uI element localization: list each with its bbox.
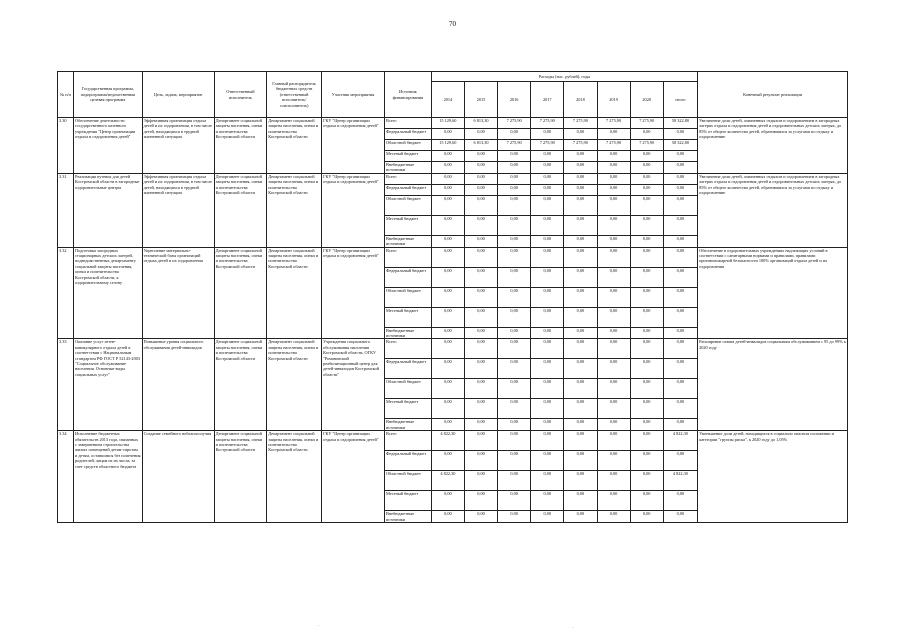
funding-value: 0,00 <box>597 339 630 359</box>
funding-value: 0,00 <box>498 267 531 287</box>
funding-value: 0,00 <box>630 511 663 523</box>
funding-value: 0,00 <box>564 195 597 215</box>
result-text: Увеличение доли детей, охваченных отдыхом и оздоровлением в загородных лагерях отдыха и оздоровления детей и оздоровительных детских лагерях, до 85% от общего количества детей, обратившихся за услугами по отдыху и оздоровлению <box>698 118 848 174</box>
funding-value: 0,00 <box>597 379 630 399</box>
funding-value: 0,00 <box>630 267 663 287</box>
funding-value: 0,00 <box>498 511 531 523</box>
funding-source: Всего <box>384 173 431 184</box>
header-result: Конечный результат реализации <box>698 72 848 118</box>
funding-value: 0,00 <box>464 359 497 379</box>
header-year: итого <box>663 82 697 118</box>
funding-value: 0,00 <box>431 173 464 184</box>
funding-value: 0,00 <box>663 162 697 174</box>
participant-text: ГКУ "Центр организации отдыха и оздоровления детей" <box>322 247 385 339</box>
funding-value: 0,00 <box>498 162 531 174</box>
funding-value: 0,00 <box>597 267 630 287</box>
funding-source: Местный бюджет <box>384 151 431 162</box>
table-row <box>58 339 848 359</box>
funding-value: 0,00 <box>663 419 697 431</box>
funding-value: 0,00 <box>630 184 663 195</box>
row-number: 3.34 <box>58 431 74 523</box>
funding-value: 0,00 <box>663 184 697 195</box>
header-num: № п/п <box>58 72 74 118</box>
budget-table <box>57 71 848 523</box>
funding-value: 0,00 <box>464 419 497 431</box>
funding-value: 0,00 <box>431 379 464 399</box>
funding-value: 4 822,30 <box>431 471 464 491</box>
header-year: 2018 <box>564 82 597 118</box>
funding-value: 0,00 <box>498 307 531 327</box>
funding-value: 0,00 <box>630 419 663 431</box>
funding-value: 0,00 <box>597 399 630 419</box>
funding-value: 0,00 <box>630 327 663 339</box>
funding-value: 0,00 <box>498 379 531 399</box>
funding-value: 0,00 <box>464 195 497 215</box>
funding-value: 0,00 <box>564 419 597 431</box>
funding-source: Местный бюджет <box>384 399 431 419</box>
funding-value: 0,00 <box>464 399 497 419</box>
funding-value: 0,00 <box>663 307 697 327</box>
funding-value: 0,00 <box>431 267 464 287</box>
funding-value: 0,00 <box>498 471 531 491</box>
funding-value: 7 275,90 <box>498 140 531 151</box>
header-year: 2019 <box>597 82 630 118</box>
funding-value: 0,00 <box>531 399 564 419</box>
funding-value: 0,00 <box>564 327 597 339</box>
funding-value: 0,00 <box>564 451 597 471</box>
row-number: 3.33 <box>58 339 74 431</box>
funding-value: 0,00 <box>531 327 564 339</box>
table-row <box>58 118 848 129</box>
goal-text: Создание семейного неблагополучия <box>142 431 214 523</box>
funding-value: 0,00 <box>630 151 663 162</box>
funding-value: 0,00 <box>464 339 497 359</box>
funding-value: 0,00 <box>663 173 697 184</box>
funding-value: 0,00 <box>564 359 597 379</box>
funding-value: 0,00 <box>464 491 497 511</box>
funding-value: 0,00 <box>630 129 663 140</box>
executor-text: Департамент социальной защиты населения, опеки и попечительства Костромской области <box>214 431 267 523</box>
funding-value: 0,00 <box>564 162 597 174</box>
manager-text: Департамент социальной защиты населения, опеки и попечительства Костромской области <box>267 118 322 174</box>
funding-value: 4 822,30 <box>431 431 464 451</box>
funding-value: 0,00 <box>630 471 663 491</box>
funding-value: 7 275,90 <box>630 140 663 151</box>
funding-value: 0,00 <box>498 129 531 140</box>
funding-value: 4 822,30 <box>663 471 697 491</box>
row-number: 3.31 <box>58 173 74 247</box>
funding-value: 0,00 <box>531 235 564 247</box>
funding-value: 0,00 <box>498 399 531 419</box>
funding-value: 0,00 <box>564 431 597 451</box>
funding-value: 0,00 <box>531 151 564 162</box>
funding-value: 0,00 <box>498 173 531 184</box>
funding-source: Областной бюджет <box>384 287 431 307</box>
program-name: Реализация путевок для детей Костромской области в загородные оздоровительные центры <box>74 173 143 247</box>
funding-value: 0,00 <box>431 327 464 339</box>
funding-value: 0,00 <box>663 339 697 359</box>
funding-source: Внебюджетные источники <box>384 511 431 523</box>
funding-value: 0,00 <box>431 339 464 359</box>
funding-source: Всего <box>384 118 431 129</box>
funding-value: 0,00 <box>431 247 464 267</box>
funding-value: 0,00 <box>431 451 464 471</box>
funding-value: 0,00 <box>663 451 697 471</box>
goal-text: Повышение уровня социального обслуживания детей-инвалидов <box>142 339 214 431</box>
funding-value: 0,00 <box>464 151 497 162</box>
funding-value: 6 813,30 <box>464 118 497 129</box>
funding-value: 0,00 <box>663 235 697 247</box>
funding-value: 0,00 <box>597 491 630 511</box>
funding-value: 7 275,90 <box>531 118 564 129</box>
funding-value: 0,00 <box>663 267 697 287</box>
table-row <box>58 173 848 184</box>
header-program: Государственная программа, подпрограмма/ведомственная целевая программа <box>74 72 143 118</box>
funding-value: 0,00 <box>498 195 531 215</box>
funding-value: 0,00 <box>431 235 464 247</box>
funding-value: 0,00 <box>564 339 597 359</box>
funding-value: 0,00 <box>597 287 630 307</box>
manager-text: Департамент социальной защиты населения, опеки и попечительства Костромской области <box>267 339 322 431</box>
funding-value: 0,00 <box>498 247 531 267</box>
funding-source: Всего <box>384 431 431 451</box>
funding-value: 6 813,30 <box>464 140 497 151</box>
funding-value: 0,00 <box>464 511 497 523</box>
funding-value: 0,00 <box>663 129 697 140</box>
header-year: 2014 <box>431 82 464 118</box>
funding-value: 0,00 <box>431 215 464 235</box>
funding-value: 15 129,60 <box>431 140 464 151</box>
funding-value: 0,00 <box>431 359 464 379</box>
goal-text: Укрепление материально-технической базы организаций отдыха детей и их оздоровления <box>142 247 214 339</box>
funding-value: 0,00 <box>531 379 564 399</box>
header-manager: Главный распорядитель бюджетных средств (ответственный исполнитель/соисполнитель) <box>267 72 322 118</box>
funding-value: 0,00 <box>464 451 497 471</box>
table-row <box>58 431 848 451</box>
funding-value: 0,00 <box>564 471 597 491</box>
funding-source: Областной бюджет <box>384 195 431 215</box>
funding-value: 0,00 <box>564 151 597 162</box>
funding-value: 0,00 <box>464 247 497 267</box>
program-name: Исполнение бюджетных обязательств 2013 года, связанных с завершением строительства жилых помещений детям-сиротам и детям, оставшимся без попечения родителей, лицам из их числа, за счет средств областного бюджета <box>74 431 143 523</box>
header-year: 2017 <box>531 82 564 118</box>
funding-value: 0,00 <box>663 195 697 215</box>
result-text: Уменьшение доли детей, находящихся в социально опасном положении и категории "группы риска", к 2020 году до 1,05% <box>698 431 848 523</box>
funding-value: 0,00 <box>431 511 464 523</box>
funding-value: 0,00 <box>498 339 531 359</box>
participant-text: Учреждения социального обслуживания населения Костромской области, ОГКУ "Романовский реабилитационный центр для детей-инвалидов Костромской области" <box>322 339 385 431</box>
funding-value: 0,00 <box>531 431 564 451</box>
funding-value: 0,00 <box>464 173 497 184</box>
funding-value: 0,00 <box>630 215 663 235</box>
funding-source: Федеральный бюджет <box>384 451 431 471</box>
header-goal: Цель, задача, мероприятие <box>142 72 214 118</box>
funding-value: 0,00 <box>564 129 597 140</box>
page-number: 70 <box>449 20 456 28</box>
funding-source: Местный бюджет <box>384 307 431 327</box>
funding-value: 0,00 <box>597 451 630 471</box>
funding-source: Местный бюджет <box>384 215 431 235</box>
funding-value: 0,00 <box>531 129 564 140</box>
funding-value: 0,00 <box>464 307 497 327</box>
funding-value: 0,00 <box>564 235 597 247</box>
goal-text: Эффективная организация отдыха детей и их оздоровления, в том числе детей, находящихся в трудной жизненной ситуации <box>142 173 214 247</box>
funding-value: 0,00 <box>531 307 564 327</box>
funding-value: 0,00 <box>431 419 464 431</box>
scan-mark: · <box>572 626 574 631</box>
participant-text: ГКУ "Центр организации отдыха и оздоровления детей" <box>322 118 385 174</box>
funding-value: 0,00 <box>663 491 697 511</box>
funding-value: 0,00 <box>531 184 564 195</box>
funding-value: 0,00 <box>431 307 464 327</box>
funding-value: 0,00 <box>630 491 663 511</box>
manager-text: Департамент социальной защиты населения, опеки и попечительства Костромской области <box>267 247 322 339</box>
table-row <box>58 247 848 267</box>
funding-value: 0,00 <box>431 151 464 162</box>
funding-value: 0,00 <box>630 195 663 215</box>
funding-source: Федеральный бюджет <box>384 359 431 379</box>
funding-value: 0,00 <box>498 184 531 195</box>
funding-value: 0,00 <box>464 431 497 451</box>
result-text: Расширение охвата детей-инвалидов социальным обслуживанием с 95 до 99% к 2020 году <box>698 339 848 431</box>
funding-value: 0,00 <box>663 379 697 399</box>
funding-value: 7 275,90 <box>498 118 531 129</box>
funding-value: 0,00 <box>564 287 597 307</box>
header-year: 2016 <box>498 82 531 118</box>
funding-value: 0,00 <box>531 419 564 431</box>
funding-value: 0,00 <box>630 247 663 267</box>
header-source: Источник финансирования <box>384 72 431 118</box>
funding-value: 0,00 <box>431 399 464 419</box>
funding-value: 0,00 <box>531 173 564 184</box>
funding-value: 0,00 <box>663 327 697 339</box>
program-name: Обеспечение деятельности государственного казенного учреждения "Центр организации отдыха и оздоровления детей" <box>74 118 143 174</box>
program-name: Оказание услуг летне-каникулярного отдыха детей в соответствии с Национальным стандартом РФ ГОСТ Р 52143-2003 "Социальное обслуживание населения. Основные виды социальных услуг" <box>74 339 143 431</box>
participant-text: ГКУ "Центр организации отдыха и оздоровления детей" <box>322 431 385 523</box>
header-executor: Ответственный исполнитель <box>214 72 267 118</box>
funding-value: 15 129,60 <box>431 118 464 129</box>
funding-source: Местный бюджет <box>384 491 431 511</box>
funding-source: Всего <box>384 339 431 359</box>
funding-value: 0,00 <box>564 491 597 511</box>
funding-value: 0,00 <box>597 235 630 247</box>
funding-value: 0,00 <box>498 327 531 339</box>
funding-value: 0,00 <box>464 379 497 399</box>
funding-value: 0,00 <box>531 195 564 215</box>
funding-value: 0,00 <box>630 162 663 174</box>
funding-source: Федеральный бюджет <box>384 129 431 140</box>
funding-value: 0,00 <box>564 247 597 267</box>
funding-value: 0,00 <box>597 419 630 431</box>
funding-value: 0,00 <box>431 184 464 195</box>
funding-value: 0,00 <box>597 247 630 267</box>
funding-value: 0,00 <box>531 359 564 379</box>
funding-value: 0,00 <box>630 173 663 184</box>
funding-value: 0,00 <box>597 359 630 379</box>
funding-value: 0,00 <box>498 431 531 451</box>
executor-text: Департамент социальной защиты населения, опеки и попечительства Костромской области <box>214 173 267 247</box>
funding-value: 0,00 <box>498 287 531 307</box>
funding-value: 0,00 <box>464 287 497 307</box>
result-text: Увеличение доли детей, охваченных отдыхом и оздоровлением в загородных лагерях отдыха и оздоровления детей и оздоровительных детских лагерях, до 85% от общего количества детей, обратившихся за услугами по отдыху и оздоровлению <box>698 173 848 247</box>
funding-value: 0,00 <box>531 451 564 471</box>
program-name: Подготовка загородных стационарных детских лагерей, подведомственных департаменту социальной защиты населения, опеки и попечительства Костромской области, к оздоровительному сезону <box>74 247 143 339</box>
header-participant: Участник мероприятия <box>322 72 385 118</box>
funding-value: 0,00 <box>498 359 531 379</box>
funding-value: 0,00 <box>498 491 531 511</box>
funding-value: 0,00 <box>663 215 697 235</box>
funding-value: 0,00 <box>531 215 564 235</box>
funding-value: 58 322,80 <box>663 118 697 129</box>
funding-value: 0,00 <box>531 491 564 511</box>
header-year: 2015 <box>464 82 497 118</box>
funding-value: 0,00 <box>597 195 630 215</box>
funding-value: 0,00 <box>564 173 597 184</box>
funding-value: 0,00 <box>597 471 630 491</box>
funding-value: 0,00 <box>630 431 663 451</box>
header-expenses: Расходы (тыс. рублей), годы <box>431 72 697 82</box>
funding-value: 0,00 <box>431 491 464 511</box>
manager-text: Департамент социальной защиты населения, опеки и попечительства Костромской области <box>267 431 322 523</box>
funding-value: 0,00 <box>498 419 531 431</box>
funding-value: 0,00 <box>498 151 531 162</box>
funding-value: 0,00 <box>564 307 597 327</box>
funding-value: 7 275,90 <box>531 140 564 151</box>
funding-value: 0,00 <box>630 235 663 247</box>
funding-value: 0,00 <box>564 215 597 235</box>
funding-value: 7 275,90 <box>597 118 630 129</box>
funding-source: Внебюджетные источники <box>384 235 431 247</box>
funding-source: Всего <box>384 247 431 267</box>
goal-text: Эффективная организация отдыха детей и их оздоровления, в том числе детей, находящихся в трудной жизненной ситуации <box>142 118 214 174</box>
result-text: Обеспечение в оздоровительных учреждениях надлежащих условий в соответствии с санитарными нормами и правилами, правилами противопожарной безопасности 100% организаций отдыха детей и их оздоровления <box>698 247 848 339</box>
funding-value: 0,00 <box>630 399 663 419</box>
funding-value: 0,00 <box>630 451 663 471</box>
funding-value: 0,00 <box>597 129 630 140</box>
funding-value: 0,00 <box>597 327 630 339</box>
funding-value: 0,00 <box>531 339 564 359</box>
funding-value: 0,00 <box>663 399 697 419</box>
funding-source: Федеральный бюджет <box>384 267 431 287</box>
funding-value: 0,00 <box>597 511 630 523</box>
executor-text: Департамент социальной защиты населения, опеки и попечительства Костромской области <box>214 247 267 339</box>
funding-value: 0,00 <box>564 184 597 195</box>
funding-value: 0,00 <box>663 359 697 379</box>
funding-value: 7 275,90 <box>630 118 663 129</box>
funding-value: 0,00 <box>564 511 597 523</box>
funding-value: 0,00 <box>630 307 663 327</box>
funding-value: 0,00 <box>531 247 564 267</box>
funding-source: Внебюджетные источники <box>384 162 431 174</box>
funding-value: 0,00 <box>464 267 497 287</box>
row-number: 3.30 <box>58 118 74 174</box>
funding-source: Федеральный бюджет <box>384 184 431 195</box>
funding-value: 0,00 <box>597 307 630 327</box>
funding-value: 0,00 <box>630 339 663 359</box>
funding-source: Областной бюджет <box>384 471 431 491</box>
funding-value: 4 822,30 <box>663 431 697 451</box>
header-year: 2020 <box>630 82 663 118</box>
funding-value: 0,00 <box>531 471 564 491</box>
funding-source: Областной бюджет <box>384 379 431 399</box>
funding-value: 0,00 <box>564 379 597 399</box>
funding-value: 0,00 <box>464 129 497 140</box>
funding-value: 0,00 <box>597 215 630 235</box>
funding-value: 0,00 <box>597 173 630 184</box>
executor-text: Департамент социальной защиты населения, опеки и попечительства Костромской области <box>214 118 267 174</box>
manager-text: Департамент социальной защиты населения, опеки и попечительства Костромской области <box>267 173 322 247</box>
funding-value: 0,00 <box>531 511 564 523</box>
funding-value: 0,00 <box>431 287 464 307</box>
funding-value: 0,00 <box>431 195 464 215</box>
funding-value: 0,00 <box>564 399 597 419</box>
funding-value: 0,00 <box>630 379 663 399</box>
funding-value: 0,00 <box>531 287 564 307</box>
funding-value: 7 275,90 <box>564 118 597 129</box>
funding-value: 0,00 <box>564 267 597 287</box>
funding-value: 0,00 <box>597 151 630 162</box>
funding-value: 7 275,90 <box>564 140 597 151</box>
funding-value: 58 322,80 <box>663 140 697 151</box>
funding-source: Внебюджетные источники <box>384 327 431 339</box>
funding-source: Внебюджетные источники <box>384 419 431 431</box>
funding-value: 0,00 <box>464 184 497 195</box>
participant-text: ГКУ "Центр организации отдыха и оздоровления детей" <box>322 173 385 247</box>
funding-value: 0,00 <box>531 267 564 287</box>
funding-value: 0,00 <box>630 287 663 307</box>
funding-value: 0,00 <box>498 215 531 235</box>
funding-value: 7 275,90 <box>597 140 630 151</box>
funding-value: 0,00 <box>663 287 697 307</box>
funding-value: 0,00 <box>498 451 531 471</box>
funding-value: 0,00 <box>464 215 497 235</box>
row-number: 3.32 <box>58 247 74 339</box>
funding-value: 0,00 <box>431 129 464 140</box>
funding-value: 0,00 <box>464 162 497 174</box>
funding-value: 0,00 <box>630 359 663 379</box>
funding-value: 0,00 <box>597 431 630 451</box>
funding-value: 0,00 <box>663 151 697 162</box>
funding-value: 0,00 <box>531 162 564 174</box>
funding-value: 0,00 <box>597 184 630 195</box>
funding-value: 0,00 <box>498 235 531 247</box>
funding-value: 0,00 <box>431 162 464 174</box>
funding-value: 0,00 <box>464 471 497 491</box>
funding-value: 0,00 <box>464 235 497 247</box>
funding-source: Областной бюджет <box>384 140 431 151</box>
funding-value: 0,00 <box>464 327 497 339</box>
executor-text: Департамент социальной защиты населения, опеки и попечительства Костромской области <box>214 339 267 431</box>
scan-mark: · <box>318 624 320 629</box>
funding-value: 0,00 <box>663 511 697 523</box>
funding-value: 0,00 <box>663 247 697 267</box>
funding-value: 0,00 <box>597 162 630 174</box>
